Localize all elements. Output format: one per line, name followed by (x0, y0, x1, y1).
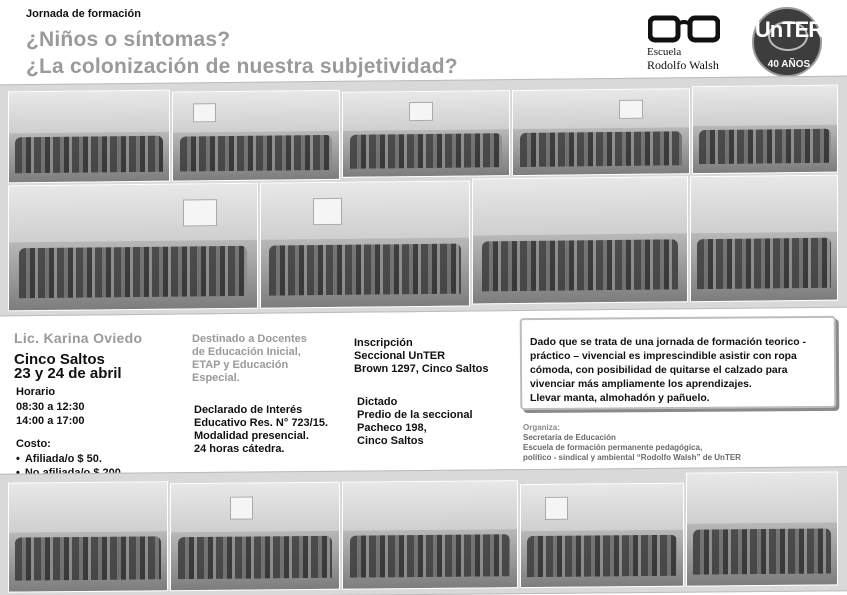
organizer-block (523, 423, 741, 463)
photo-workshop-13 (520, 483, 684, 588)
organizer-line: Secretaría de Educación (523, 433, 616, 442)
declaration-line: 24 horas cátedra. (194, 443, 285, 455)
event-dates: 23 y 24 de abril (14, 365, 122, 382)
venue-text (357, 396, 473, 448)
photo-workshop-6 (8, 183, 258, 312)
organizer-line: político - sindical y ambiental “Rodolfo Walsh” de UnTER (523, 453, 741, 462)
schedule-afternoon: 14:00 a 17:00 (16, 415, 85, 427)
school-line-2: Rodolfo Walsh (647, 58, 719, 72)
title-line-1: ¿Niños o síntomas? (26, 28, 231, 51)
attendance-note (530, 336, 826, 406)
venue-line: Cinco Saltos (357, 435, 424, 447)
glasses-icon (648, 14, 720, 44)
photo-workshop-5 (692, 85, 838, 175)
photo-collage-bottom (0, 466, 847, 595)
note-line: cómoda, con posibilidad de quitarse el calzado para (530, 365, 788, 376)
photo-workshop-4 (512, 88, 690, 176)
photo-workshop-10 (8, 481, 168, 592)
photo-workshop-12 (342, 480, 518, 590)
declaration-line: Educativo Res. N° 723/15. (194, 417, 329, 429)
venue-line: Predio de la seccional (357, 409, 473, 421)
photo-collage-top (0, 76, 847, 317)
inscription-line: Inscripción (354, 337, 413, 349)
photo-workshop-2 (172, 90, 340, 182)
organizer-title: Organiza: (523, 423, 560, 432)
title-line-2: ¿La colonización de nuestra subjetividad? (26, 55, 458, 78)
event-kicker: Jornada de formación (26, 8, 141, 20)
venue-line: Pacheco 198, (357, 422, 427, 434)
photo-workshop-7 (260, 181, 470, 309)
union-logo-name: UnTER (754, 17, 824, 42)
inscription-line: Brown 1297, Cinco Saltos (354, 363, 489, 375)
photo-workshop-9 (690, 175, 838, 303)
note-line: práctico – vivencial es imprescindible asistir con ropa (530, 351, 797, 362)
audience-line: Destinado a Docentes (192, 333, 307, 345)
school-line-1: Escuela (647, 46, 682, 58)
event-place-date (14, 353, 122, 381)
audience-line: Especial. (192, 372, 240, 384)
schedule-morning: 08:30 a 12:30 (16, 401, 85, 413)
inscription-text (354, 337, 488, 376)
declaration-line: Modalidad presencial. (194, 430, 309, 442)
note-line: Dado que se trata de una jornada de formación teorico - (530, 337, 806, 348)
school-logo-text (647, 46, 719, 72)
union-logo (752, 7, 822, 77)
inscription-line: Seccional UnTER (354, 350, 446, 362)
photo-workshop-3 (342, 90, 510, 178)
organizer-line: Escuela de formación permanente pedagógica, (523, 443, 703, 452)
note-line: Llevar manta, almohadón y pañuelo. (530, 393, 710, 404)
speaker-name: Lic. Karina Oviedo (14, 330, 143, 346)
union-logo-years: 40 AÑOS (767, 59, 811, 70)
photo-workshop-1 (8, 90, 170, 184)
venue-line: Dictado (357, 396, 398, 408)
event-city: Cinco Saltos (14, 351, 105, 368)
audience-line: ETAP y Educación (192, 359, 289, 371)
declaration-line: Declarado de Interés (194, 404, 303, 416)
cost-item-member: • Afiliada/o $ 50. (16, 452, 124, 466)
schedule-label: Horario (16, 386, 56, 398)
photo-workshop-14 (686, 471, 838, 586)
photo-workshop-11 (170, 482, 340, 591)
audience-line: de Educación Inicial, (192, 346, 301, 358)
photo-workshop-8 (472, 176, 688, 304)
declaration-text (194, 404, 328, 456)
note-line: vivenciar más ampliamente los aprendizajes. (530, 379, 752, 390)
audience-text (192, 333, 307, 385)
cost-label: Costo: (16, 438, 51, 450)
